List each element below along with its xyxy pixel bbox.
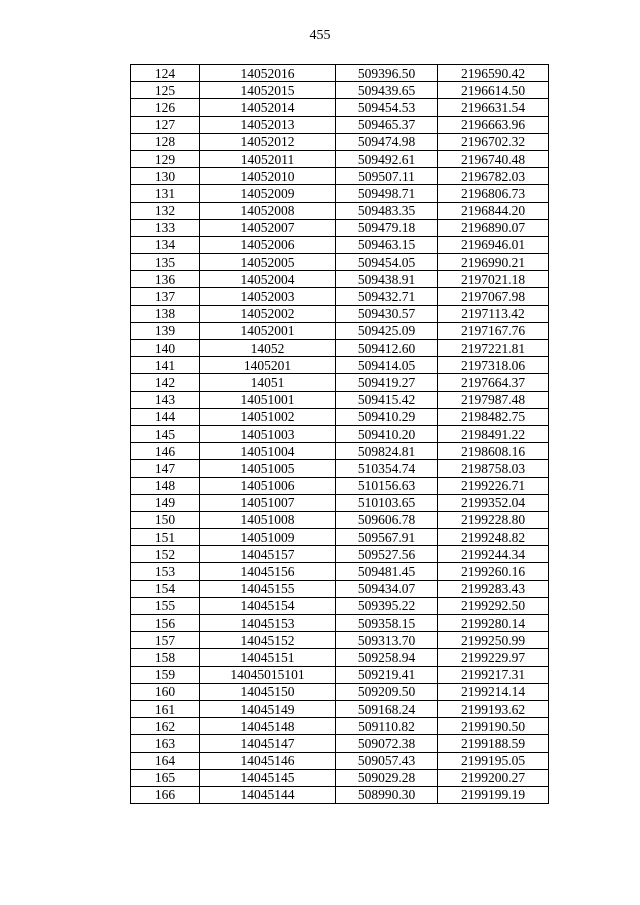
x-coordinate-cell: 509606.78 xyxy=(336,511,438,528)
table-row xyxy=(131,494,549,511)
table-body xyxy=(131,65,549,804)
y-coordinate-cell: 2196614.50 xyxy=(438,82,549,99)
row-index-cell: 134 xyxy=(131,236,200,253)
table-row xyxy=(131,632,549,649)
x-coordinate-cell: 509209.50 xyxy=(336,683,438,700)
table-row xyxy=(131,271,549,288)
table-row xyxy=(131,305,549,322)
x-coordinate-cell: 509057.43 xyxy=(336,752,438,769)
row-index-cell: 139 xyxy=(131,322,200,339)
row-index-cell: 136 xyxy=(131,271,200,288)
y-coordinate-cell: 2198482.75 xyxy=(438,408,549,425)
point-id-cell: 14045015101 xyxy=(200,666,336,683)
table-row xyxy=(131,99,549,116)
x-coordinate-cell: 508990.30 xyxy=(336,786,438,803)
row-index-cell: 163 xyxy=(131,735,200,752)
y-coordinate-cell: 2199193.62 xyxy=(438,700,549,717)
y-coordinate-cell: 2196806.73 xyxy=(438,185,549,202)
table-row xyxy=(131,425,549,442)
x-coordinate-cell: 509454.05 xyxy=(336,254,438,271)
x-coordinate-cell: 509425.09 xyxy=(336,322,438,339)
table-row xyxy=(131,683,549,700)
page-number: 455 xyxy=(309,28,331,43)
point-id-cell: 1405201 xyxy=(200,357,336,374)
x-coordinate-cell: 509358.15 xyxy=(336,615,438,632)
x-coordinate-cell: 509419.27 xyxy=(336,374,438,391)
y-coordinate-cell: 2199248.82 xyxy=(438,529,549,546)
table-row xyxy=(131,391,549,408)
row-index-cell: 157 xyxy=(131,632,200,649)
y-coordinate-cell: 2196631.54 xyxy=(438,99,549,116)
table-row xyxy=(131,65,549,82)
point-id-cell: 14045156 xyxy=(200,563,336,580)
y-coordinate-cell: 2197167.76 xyxy=(438,322,549,339)
point-id-cell: 14052005 xyxy=(200,254,336,271)
y-coordinate-cell: 2197987.48 xyxy=(438,391,549,408)
x-coordinate-cell: 510103.65 xyxy=(336,494,438,511)
x-coordinate-cell: 509395.22 xyxy=(336,597,438,614)
row-index-cell: 128 xyxy=(131,133,200,150)
y-coordinate-cell: 2199195.05 xyxy=(438,752,549,769)
x-coordinate-cell: 509029.28 xyxy=(336,769,438,786)
x-coordinate-cell: 509430.57 xyxy=(336,305,438,322)
table-row xyxy=(131,133,549,150)
x-coordinate-cell: 509438.91 xyxy=(336,271,438,288)
x-coordinate-cell: 509410.20 xyxy=(336,425,438,442)
row-index-cell: 165 xyxy=(131,769,200,786)
point-id-cell: 14045157 xyxy=(200,546,336,563)
table-row xyxy=(131,752,549,769)
point-id-cell: 14051003 xyxy=(200,425,336,442)
row-index-cell: 147 xyxy=(131,460,200,477)
x-coordinate-cell: 509168.24 xyxy=(336,700,438,717)
point-id-cell: 14052016 xyxy=(200,65,336,82)
point-id-cell: 14045145 xyxy=(200,769,336,786)
y-coordinate-cell: 2199214.14 xyxy=(438,683,549,700)
table-row xyxy=(131,649,549,666)
y-coordinate-cell: 2197113.42 xyxy=(438,305,549,322)
table-row xyxy=(131,615,549,632)
x-coordinate-cell: 509439.65 xyxy=(336,82,438,99)
point-id-cell: 14045149 xyxy=(200,700,336,717)
y-coordinate-cell: 2197221.81 xyxy=(438,340,549,357)
point-id-cell: 14045146 xyxy=(200,752,336,769)
row-index-cell: 124 xyxy=(131,65,200,82)
point-id-cell: 14052014 xyxy=(200,99,336,116)
point-id-cell: 14052006 xyxy=(200,236,336,253)
y-coordinate-cell: 2199199.19 xyxy=(438,786,549,803)
y-coordinate-cell: 2199190.50 xyxy=(438,718,549,735)
row-index-cell: 142 xyxy=(131,374,200,391)
table-row xyxy=(131,529,549,546)
point-id-cell: 14052015 xyxy=(200,82,336,99)
y-coordinate-cell: 2196990.21 xyxy=(438,254,549,271)
table-row xyxy=(131,443,549,460)
x-coordinate-cell: 509567.91 xyxy=(336,529,438,546)
x-coordinate-cell: 509824.81 xyxy=(336,443,438,460)
row-index-cell: 144 xyxy=(131,408,200,425)
row-index-cell: 130 xyxy=(131,168,200,185)
y-coordinate-cell: 2196890.07 xyxy=(438,219,549,236)
y-coordinate-cell: 2199226.71 xyxy=(438,477,549,494)
x-coordinate-cell: 509527.56 xyxy=(336,546,438,563)
y-coordinate-cell: 2196946.01 xyxy=(438,236,549,253)
x-coordinate-cell: 509410.29 xyxy=(336,408,438,425)
point-id-cell: 14051001 xyxy=(200,391,336,408)
table-row xyxy=(131,511,549,528)
table-row xyxy=(131,477,549,494)
x-coordinate-cell: 509481.45 xyxy=(336,563,438,580)
table-row xyxy=(131,150,549,167)
row-index-cell: 154 xyxy=(131,580,200,597)
row-index-cell: 153 xyxy=(131,563,200,580)
table-row xyxy=(131,82,549,99)
y-coordinate-cell: 2196702.32 xyxy=(438,133,549,150)
y-coordinate-cell: 2199228.80 xyxy=(438,511,549,528)
point-id-cell: 14052009 xyxy=(200,185,336,202)
row-index-cell: 135 xyxy=(131,254,200,271)
x-coordinate-cell: 509454.53 xyxy=(336,99,438,116)
row-index-cell: 156 xyxy=(131,615,200,632)
x-coordinate-cell: 509463.15 xyxy=(336,236,438,253)
point-id-cell: 14045148 xyxy=(200,718,336,735)
point-id-cell: 14045150 xyxy=(200,683,336,700)
point-id-cell: 14052013 xyxy=(200,116,336,133)
table-row xyxy=(131,340,549,357)
y-coordinate-cell: 2198491.22 xyxy=(438,425,549,442)
table-row xyxy=(131,116,549,133)
y-coordinate-cell: 2197021.18 xyxy=(438,271,549,288)
row-index-cell: 140 xyxy=(131,340,200,357)
x-coordinate-cell: 509258.94 xyxy=(336,649,438,666)
x-coordinate-cell: 509507.11 xyxy=(336,168,438,185)
point-id-cell: 14045154 xyxy=(200,597,336,614)
x-coordinate-cell: 509498.71 xyxy=(336,185,438,202)
x-coordinate-cell: 509474.98 xyxy=(336,133,438,150)
point-id-cell: 14045144 xyxy=(200,786,336,803)
table-row xyxy=(131,735,549,752)
table-row xyxy=(131,718,549,735)
table-row xyxy=(131,597,549,614)
row-index-cell: 141 xyxy=(131,357,200,374)
table-row xyxy=(131,374,549,391)
x-coordinate-cell: 509415.42 xyxy=(336,391,438,408)
table-row xyxy=(131,254,549,271)
row-index-cell: 143 xyxy=(131,391,200,408)
y-coordinate-cell: 2199280.14 xyxy=(438,615,549,632)
y-coordinate-cell: 2199250.99 xyxy=(438,632,549,649)
point-id-cell: 14051 xyxy=(200,374,336,391)
point-id-cell: 14045147 xyxy=(200,735,336,752)
row-index-cell: 166 xyxy=(131,786,200,803)
table-row xyxy=(131,219,549,236)
table-row xyxy=(131,769,549,786)
table-row xyxy=(131,202,549,219)
y-coordinate-cell: 2199283.43 xyxy=(438,580,549,597)
row-index-cell: 131 xyxy=(131,185,200,202)
table-row xyxy=(131,322,549,339)
row-index-cell: 150 xyxy=(131,511,200,528)
x-coordinate-cell: 509434.07 xyxy=(336,580,438,597)
row-index-cell: 161 xyxy=(131,700,200,717)
y-coordinate-cell: 2196740.48 xyxy=(438,150,549,167)
row-index-cell: 148 xyxy=(131,477,200,494)
x-coordinate-cell: 509479.18 xyxy=(336,219,438,236)
point-id-cell: 14045155 xyxy=(200,580,336,597)
row-index-cell: 133 xyxy=(131,219,200,236)
point-id-cell: 14052002 xyxy=(200,305,336,322)
x-coordinate-cell: 510354.74 xyxy=(336,460,438,477)
y-coordinate-cell: 2199200.27 xyxy=(438,769,549,786)
table-row xyxy=(131,786,549,803)
table-row xyxy=(131,460,549,477)
point-id-cell: 14052010 xyxy=(200,168,336,185)
row-index-cell: 126 xyxy=(131,99,200,116)
row-index-cell: 152 xyxy=(131,546,200,563)
row-index-cell: 162 xyxy=(131,718,200,735)
x-coordinate-cell: 509412.60 xyxy=(336,340,438,357)
y-coordinate-cell: 2197067.98 xyxy=(438,288,549,305)
table-row xyxy=(131,666,549,683)
point-id-cell: 14051007 xyxy=(200,494,336,511)
table-row xyxy=(131,288,549,305)
table-row xyxy=(131,546,549,563)
x-coordinate-cell: 509483.35 xyxy=(336,202,438,219)
y-coordinate-cell: 2196663.96 xyxy=(438,116,549,133)
point-id-cell: 14045152 xyxy=(200,632,336,649)
point-id-cell: 14051004 xyxy=(200,443,336,460)
row-index-cell: 145 xyxy=(131,425,200,442)
table-row xyxy=(131,408,549,425)
point-id-cell: 14051009 xyxy=(200,529,336,546)
y-coordinate-cell: 2199217.31 xyxy=(438,666,549,683)
x-coordinate-cell: 509492.61 xyxy=(336,150,438,167)
table-row xyxy=(131,168,549,185)
table-row xyxy=(131,580,549,597)
y-coordinate-cell: 2199188.59 xyxy=(438,735,549,752)
point-id-cell: 14051005 xyxy=(200,460,336,477)
point-id-cell: 14052003 xyxy=(200,288,336,305)
point-id-cell: 14052 xyxy=(200,340,336,357)
row-index-cell: 129 xyxy=(131,150,200,167)
row-index-cell: 149 xyxy=(131,494,200,511)
x-coordinate-cell: 509313.70 xyxy=(336,632,438,649)
row-index-cell: 151 xyxy=(131,529,200,546)
x-coordinate-cell: 509219.41 xyxy=(336,666,438,683)
x-coordinate-cell: 510156.63 xyxy=(336,477,438,494)
x-coordinate-cell: 509432.71 xyxy=(336,288,438,305)
point-id-cell: 14051002 xyxy=(200,408,336,425)
y-coordinate-cell: 2198758.03 xyxy=(438,460,549,477)
row-index-cell: 138 xyxy=(131,305,200,322)
y-coordinate-cell: 2199352.04 xyxy=(438,494,549,511)
y-coordinate-cell: 2196782.03 xyxy=(438,168,549,185)
row-index-cell: 137 xyxy=(131,288,200,305)
point-id-cell: 14045153 xyxy=(200,615,336,632)
y-coordinate-cell: 2196590.42 xyxy=(438,65,549,82)
row-index-cell: 125 xyxy=(131,82,200,99)
row-index-cell: 164 xyxy=(131,752,200,769)
point-id-cell: 14052001 xyxy=(200,322,336,339)
point-id-cell: 14052007 xyxy=(200,219,336,236)
x-coordinate-cell: 509414.05 xyxy=(336,357,438,374)
point-id-cell: 14052011 xyxy=(200,150,336,167)
row-index-cell: 158 xyxy=(131,649,200,666)
y-coordinate-cell: 2199244.34 xyxy=(438,546,549,563)
point-id-cell: 14052004 xyxy=(200,271,336,288)
point-id-cell: 14052012 xyxy=(200,133,336,150)
row-index-cell: 146 xyxy=(131,443,200,460)
x-coordinate-cell: 509072.38 xyxy=(336,735,438,752)
row-index-cell: 159 xyxy=(131,666,200,683)
table-row xyxy=(131,563,549,580)
table-row xyxy=(131,357,549,374)
x-coordinate-cell: 509110.82 xyxy=(336,718,438,735)
x-coordinate-cell: 509465.37 xyxy=(336,116,438,133)
coordinates-table xyxy=(130,64,549,804)
row-index-cell: 155 xyxy=(131,597,200,614)
y-coordinate-cell: 2199260.16 xyxy=(438,563,549,580)
y-coordinate-cell: 2197664.37 xyxy=(438,374,549,391)
point-id-cell: 14045151 xyxy=(200,649,336,666)
point-id-cell: 14052008 xyxy=(200,202,336,219)
row-index-cell: 127 xyxy=(131,116,200,133)
x-coordinate-cell: 509396.50 xyxy=(336,65,438,82)
y-coordinate-cell: 2197318.06 xyxy=(438,357,549,374)
y-coordinate-cell: 2196844.20 xyxy=(438,202,549,219)
point-id-cell: 14051008 xyxy=(200,511,336,528)
table-row xyxy=(131,185,549,202)
point-id-cell: 14051006 xyxy=(200,477,336,494)
y-coordinate-cell: 2198608.16 xyxy=(438,443,549,460)
y-coordinate-cell: 2199292.50 xyxy=(438,597,549,614)
table-row xyxy=(131,236,549,253)
table-row xyxy=(131,700,549,717)
y-coordinate-cell: 2199229.97 xyxy=(438,649,549,666)
row-index-cell: 160 xyxy=(131,683,200,700)
row-index-cell: 132 xyxy=(131,202,200,219)
